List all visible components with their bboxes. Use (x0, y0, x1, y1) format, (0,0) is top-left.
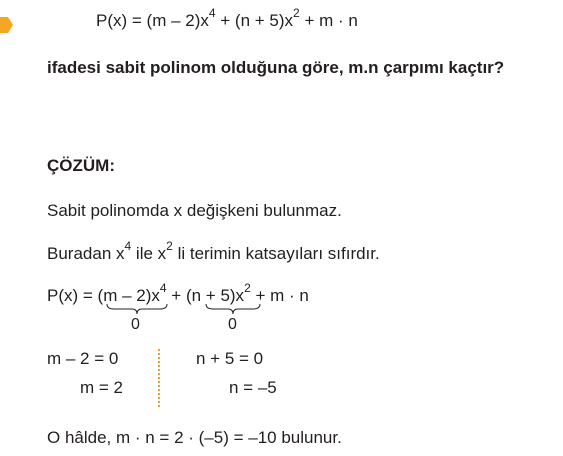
left-calc-line-1: m – 2 = 0 (47, 349, 119, 368)
eq-suffix: + m · n (250, 286, 309, 305)
solution-equation (47, 281, 309, 306)
problem-eq-exp2: 2 (293, 6, 300, 21)
eq-prefix: P(x) = (47, 286, 98, 305)
eq-term1: (m – 2)x (97, 286, 160, 305)
line2-exp1: 4 (124, 239, 132, 254)
calc-divider (158, 349, 160, 407)
problem-eq-middle: + (n + 5)x (215, 11, 294, 30)
eq-exp2: 2 (244, 281, 251, 296)
problem-eq-suffix: + m · n (299, 11, 358, 30)
question-text: ifadesi sabit polinom olduğuna göre, m.n çarpımı kaçtır? (47, 58, 505, 77)
eq-exp1: 4 (159, 281, 167, 296)
eq-plus: + (166, 286, 186, 305)
underbrace-1-icon (106, 303, 168, 315)
zero-label-2: 0 (228, 316, 237, 333)
bullet-marker-icon (0, 16, 14, 34)
right-calc-line-1: n + 5 = 0 (196, 349, 264, 368)
problem-eq-exp1: 4 (208, 6, 216, 21)
left-calc-line-2: m = 2 (80, 378, 123, 397)
final-answer: O hâlde, m · n = 2 · (–5) = –10 bulunur. (47, 428, 342, 447)
zero-label-1: 0 (131, 316, 140, 333)
problem-eq-prefix: P(x) = (m – 2)x (96, 11, 209, 30)
problem-equation (96, 6, 358, 31)
line2-middle: ile x (131, 244, 167, 263)
underbrace-2-icon (205, 303, 261, 315)
line2-prefix: Buradan x (47, 244, 125, 263)
right-calc-line-2: n = –5 (229, 378, 277, 397)
line2-exp2: 2 (166, 239, 173, 254)
solution-title: ÇÖZÜM: (47, 156, 115, 175)
solution-line-2 (47, 239, 380, 264)
eq-term2: (n + 5)x (185, 286, 245, 305)
solution-line-1: Sabit polinomda x değişkeni bulunmaz. (47, 201, 342, 220)
line2-suffix: li terimin katsayıları sıfırdır. (172, 244, 380, 263)
